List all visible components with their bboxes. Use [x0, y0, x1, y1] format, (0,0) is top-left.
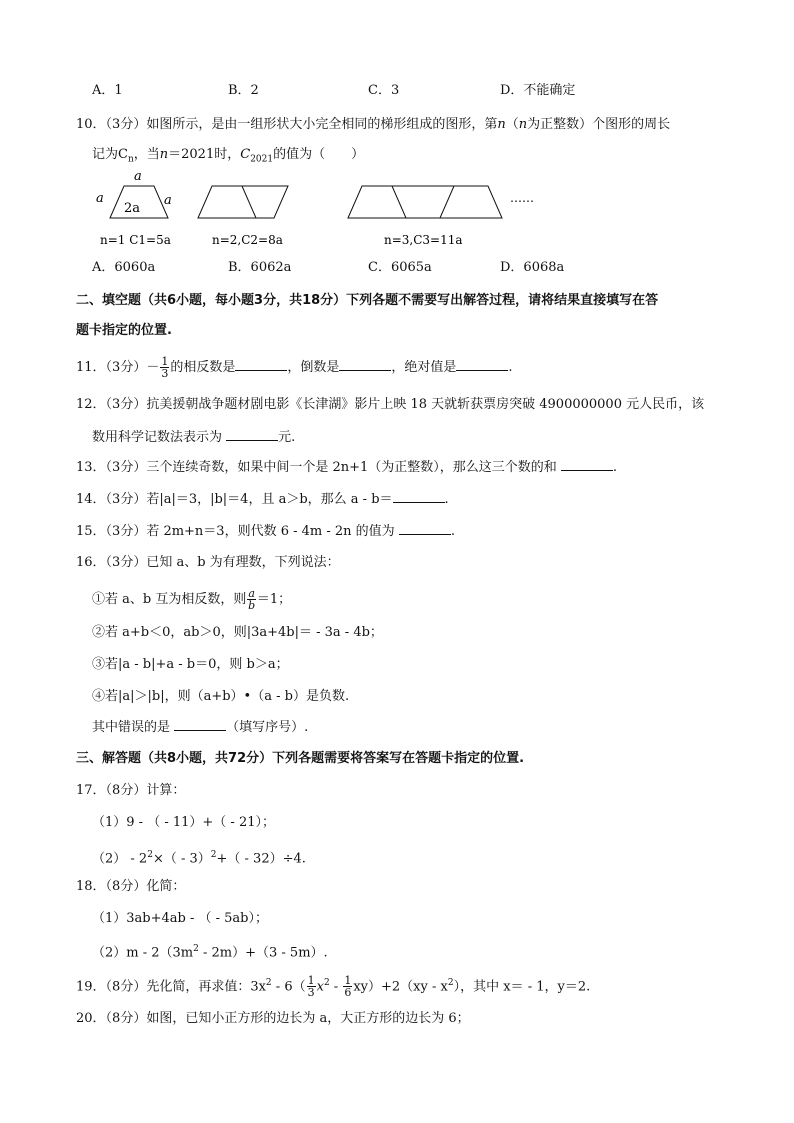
trapezoid-shape-2 — [198, 186, 288, 218]
answer-blank — [456, 358, 508, 371]
q9-option-d: D．不能确定 — [500, 83, 576, 98]
fraction-one-sixth: $\frac{1}{6}$ — [344, 974, 352, 1000]
q10-option-d: D．6068a — [500, 260, 565, 275]
q9-option-a: A．1 — [92, 83, 123, 98]
q12-stem-line1: 12．（3分）抗美援朝战争题材剧电影《长津湖》影片上映 18 天就斩获票房突破 4900000000 元人民币，该 — [76, 397, 705, 412]
answer-blank — [399, 522, 451, 535]
fig-caption-3: n=3,C3=11a — [384, 233, 463, 247]
q10-option-b: B．6062a — [228, 260, 292, 275]
q10-trapezoid-figure — [90, 166, 550, 248]
q19-stem: 19．（8分）先化简，再求值：$3x^2 - 6$（ $\frac{1}{3}$ $x^2$ - $\frac{1}{6}$ $xy)+2(xy - x^2)$，其中 x＝ - 1，y＝2. — [76, 974, 591, 1000]
q10-option-a: A．6060a — [92, 260, 156, 275]
section3-heading: 三、解答题（共8小题，共72分）下列各题需要将答案写在答题卡指定的位置. — [76, 751, 525, 766]
q10-stem-line1: 10．（3分）如图所示，是由一组形状大小完全相同的梯形组成的图形，第n（n为正整数）个图形的周长 — [76, 117, 671, 132]
fig-label-right: a — [164, 193, 172, 208]
q16-statement-1: ①若 a、b 互为相反数，则 $\frac{a}{b}$ ＝1； — [92, 587, 292, 612]
answer-blank — [339, 358, 391, 371]
q17-stem: 17．（8分）计算： — [76, 783, 186, 798]
q11-stem: 11．（3分）－ $\frac{1}{3}$ 的相反数是 ，倒数是 ，绝对值是 . — [76, 355, 513, 380]
q14-stem: 14．（3分）若|a|＝3，|b|＝4，且 a＞b，那么 a - b＝ . — [76, 492, 449, 507]
q20-stem: 20．（8分）如图，已知小正方形的边长为 a，大正方形的边长为 6； — [76, 1011, 470, 1026]
q16-statement-3: ③若|a - b|+a - b＝0，则 b＞a； — [92, 657, 289, 672]
q17-part-1: （1）9 - （ - 11）+（ - 21）； — [92, 815, 275, 830]
q13-stem: 13．（3分）三个连续奇数，如果中间一个是 2n+1（为正整数），那么这三个数的和 . — [76, 460, 618, 475]
fig-label-mid: 2a — [124, 201, 141, 216]
fig-ellipsis: …… — [510, 191, 534, 205]
answer-blank — [561, 458, 613, 471]
q18-part-1: （1）3ab+4ab - （ - 5ab）； — [92, 911, 269, 926]
answer-blank — [235, 358, 287, 371]
q16-statement-4: ④若|a|＞|b|，则（a+b）•（a - b）是负数. — [92, 689, 350, 704]
q10-stem-line2: 记为$C_n$，当n＝2021时，$C_{2021}$的值为（ ） — [92, 147, 365, 165]
q12-stem-line2: 数用科学记数法表示为 元. — [92, 430, 296, 445]
fraction-one-third: $\frac{1}{3}$ — [307, 974, 315, 1000]
fig-label-top: a — [134, 169, 142, 184]
q16-statement-2: ②若 a+b＜0，ab＞0，则|3a+4b|＝ - 3a - 4b； — [92, 625, 383, 640]
q17-part-2: $(2) - 2^2\times( - 3)^2+( - 32)\div 4$. — [92, 850, 306, 867]
q16-stem: 16．（3分）已知 a、b 为有理数，下列说法： — [76, 555, 340, 570]
q18-stem: 18．（8分）化简： — [76, 879, 186, 894]
q18-part-2: $(2)m - 2(3m^2 - 2m)+(3 - 5m)$. — [92, 944, 328, 961]
trapezoid-shape-3 — [348, 186, 502, 218]
answer-blank — [226, 428, 278, 441]
q16-question: 其中错误的是 （填写序号）. — [92, 720, 309, 735]
section2-heading-line2: 题卡指定的位置. — [76, 323, 172, 338]
q15-stem: 15．（3分）若 2m+n＝3，则代数 6 - 4m - 2n 的值为 . — [76, 524, 455, 539]
answer-blank — [393, 490, 445, 503]
answer-blank — [174, 718, 226, 731]
section2-heading-line1: 二、填空题（共6小题，每小题3分，共18分）下列各题不需要写出解答过程，请将结果直接填写在答 — [76, 293, 659, 308]
q9-option-b: B．2 — [228, 83, 259, 98]
fraction-a-over-b: $\frac{a}{b}$ — [248, 587, 256, 612]
fig-label-left: a — [96, 191, 104, 206]
q9-option-c: C．3 — [368, 83, 400, 98]
fig-caption-2: n=2,C2=8a — [212, 233, 283, 247]
fig-caption-1: n=1 C1=5a — [100, 233, 171, 247]
fraction-one-third: $\frac{1}{3}$ — [161, 355, 169, 380]
q10-option-c: C．6065a — [368, 260, 432, 275]
